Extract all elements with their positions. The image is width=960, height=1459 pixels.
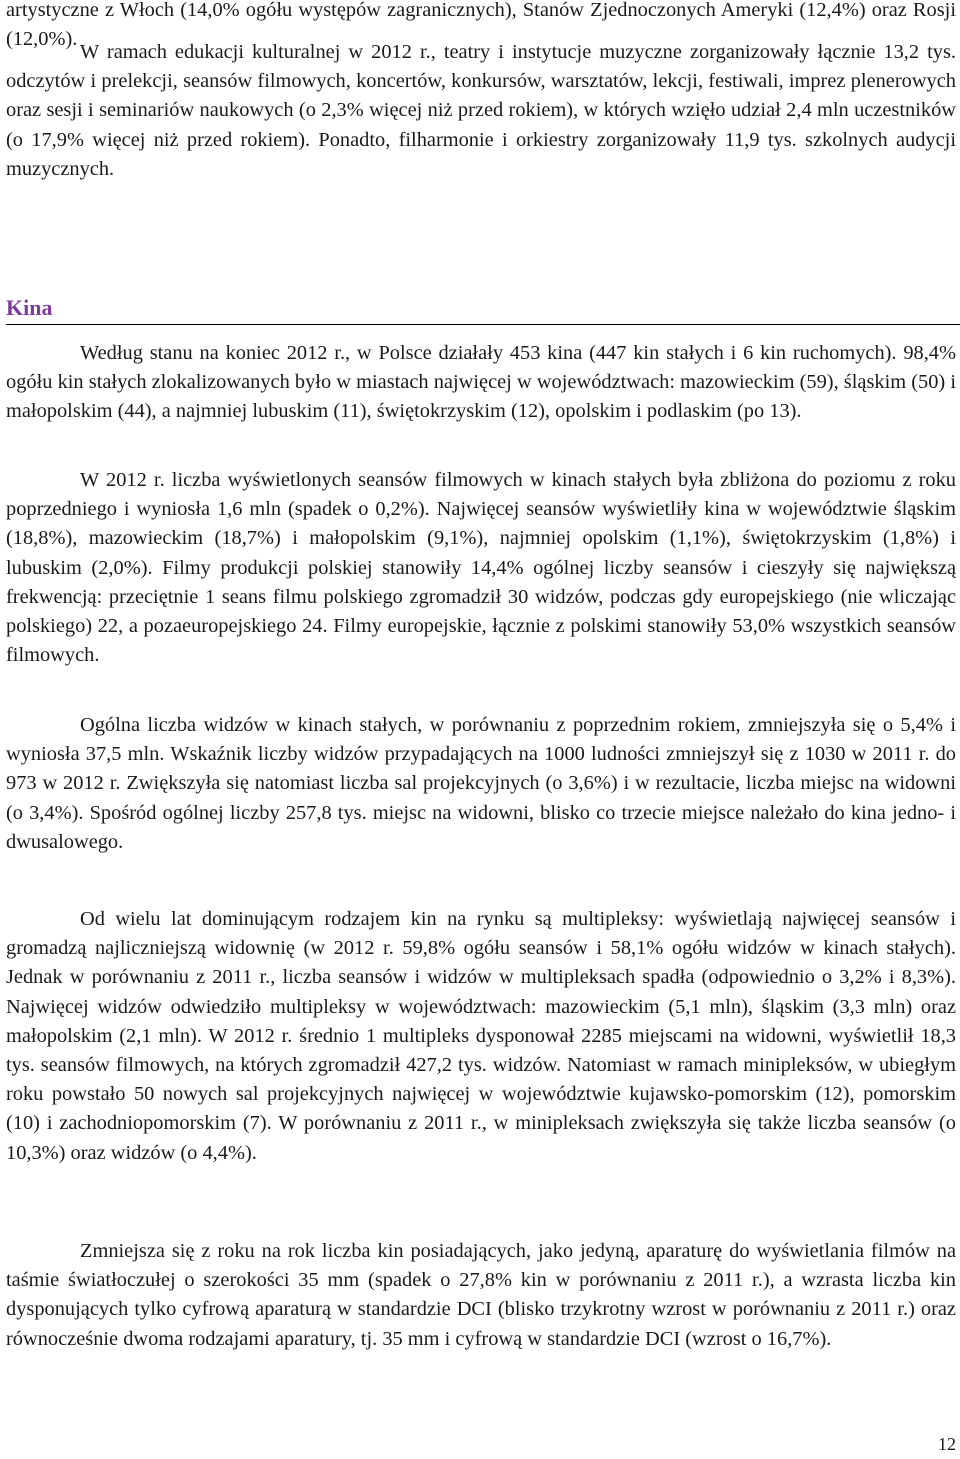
paragraph-cultural-education: W ramach edukacji kulturalnej w 2012 r., teatry i instytucje muzyczne zorganizowały łącznie 13,2 tys. odczytów i prelekcji, seansów filmowych, koncertów, konkursów, warsztatów, lekcji, festiwali, imprez plenerowych oraz sesji i seminariów naukowych (o 2,3% więcej niż przed rokiem), w których wzięło udział 2,4 mln uczestników (o 17,9% więcej niż przed rokiem). Ponadto, filharmonie i orkiestry zorganizowały 11,9 tys. szkolnych audycji muzycznych. [6, 41, 956, 180]
section-heading [6, 294, 960, 325]
paragraph-screenings: W 2012 r. liczba wyświetlonych seansów filmowych w kinach stałych była zbliżona do poziomu z roku poprzedniego i wyniosła 1,6 mln (spadek o 0,2%). Najwięcej seansów wyświetliły kina w województwie śląskim (18,8%), mazowieckim (18,7%) i małopolskim (9,1%), najmniej opolskim (1,1%), świętokrzyskim (1,8%) i lubuskim (2,0%). Filmy produkcji polskiej stanowiły 14,4% ogólnej liczby seansów i cieszyły się największą frekwencją: przeciętnie 1 seans filmu polskiego zgromadził 30 widzów, podczas gdy europejskiego (nie wliczając polskiego) 22, a pozaeuropejskiego 24. Filmy europejskie, łącznie z polskimi stanowiły 53,0% wszystkich seansów filmowych. [6, 469, 956, 667]
section-heading-label: Kina [6, 295, 53, 320]
paragraph-cinemas-count: Według stanu na koniec 2012 r., w Polsce działały 453 kina (447 kin stałych i 6 kin ruchomych). 98,4% ogółu kin stałych zlokalizowanych było w miastach najwięcej w województwach: mazowieckim (59), śląskim (50) i małopolskim (44), a najmniej lubuskim (11), świętokrzyskim (12), opolskim i podlaskim (po 13). [6, 342, 956, 423]
paragraph-viewers: Ogólna liczba widzów w kinach stałych, w porównaniu z poprzednim rokiem, zmniejszyła się o 5,4% i wyniosła 37,5 mln. Wskaźnik liczby widzów przypadających na 1000 ludności zmniejszył się z 1030 w 2011 r. do 973 w 2012 r. Zwiększyła się natomiast liczba sal projekcyjnych (o 3,6%) i w rezultacie, liczba miejsc na widowni (o 3,4%). Spośród ogólnej liczby 257,8 tys. miejsc na widowni, blisko co trzecie miejsce należało do kina jedno- i dwusalowego. [6, 714, 956, 853]
paragraph-multiplexes: Od wielu lat dominującym rodzajem kin na rynku są multipleksy: wyświetlają najwięcej seansów i gromadzą najliczniejszą widownię (w 2012 r. 59,8% ogółu seansów i 58,1% ogółu widzów w kinach stałych). Jednak w porównaniu z 2011 r., liczba seansów i widzów w multipleksach spadła (odpowiednio o 3,2% i 8,3%). Najwięcej widzów odwiedziło multipleksy w województwach: mazowieckim (5,1 mln), śląskim (3,3 mln) oraz małopolskim (2,1 mln). W 2012 r. średnio 1 multipleks dysponował 2285 miejscami na widowni, wyświetlił 18,3 tys. seansów filmowych, na których zgromadził 427,2 tys. widzów. Natomiast w ramach minipleksów, w ubiegłym roku powstało 50 nowych sal projekcyjnych najwięcej w województwie kujawsko-pomorskim (12), pomorskim (10) i zachodniopomorskim (7). W porównaniu z 2011 r., w minipleksach zwiększyła się także liczba seansów (o 10,3%) oraz widzów (o 4,4%). [6, 908, 956, 1164]
paragraph-projection-equipment: Zmniejsza się z roku na rok liczba kin posiadających, jako jedyną, aparaturę do wyświetlania filmów na taśmie światłoczułej o szerokości 35 mm (spadek o 27,8% kin w porównaniu z 2011 r.), a wzrasta liczba kin dysponujących tylko cyfrową aparaturą w standardzie DCI (blisko trzykrotny wzrost w porównaniu z 2011 r.) oraz równocześnie dwoma rodzajami aparatury, tj. 35 mm i cyfrową w standardzie DCI (wzrost o 16,7%). [6, 1240, 956, 1350]
paragraph-continuation: artystyczne z Włoch (14,0% ogółu występów zagranicznych), Stanów Zjednoczonych Ameryki (12,4%) oraz Rosji (12,0%). [6, 0, 956, 51]
page-number: 12 [938, 1434, 956, 1454]
